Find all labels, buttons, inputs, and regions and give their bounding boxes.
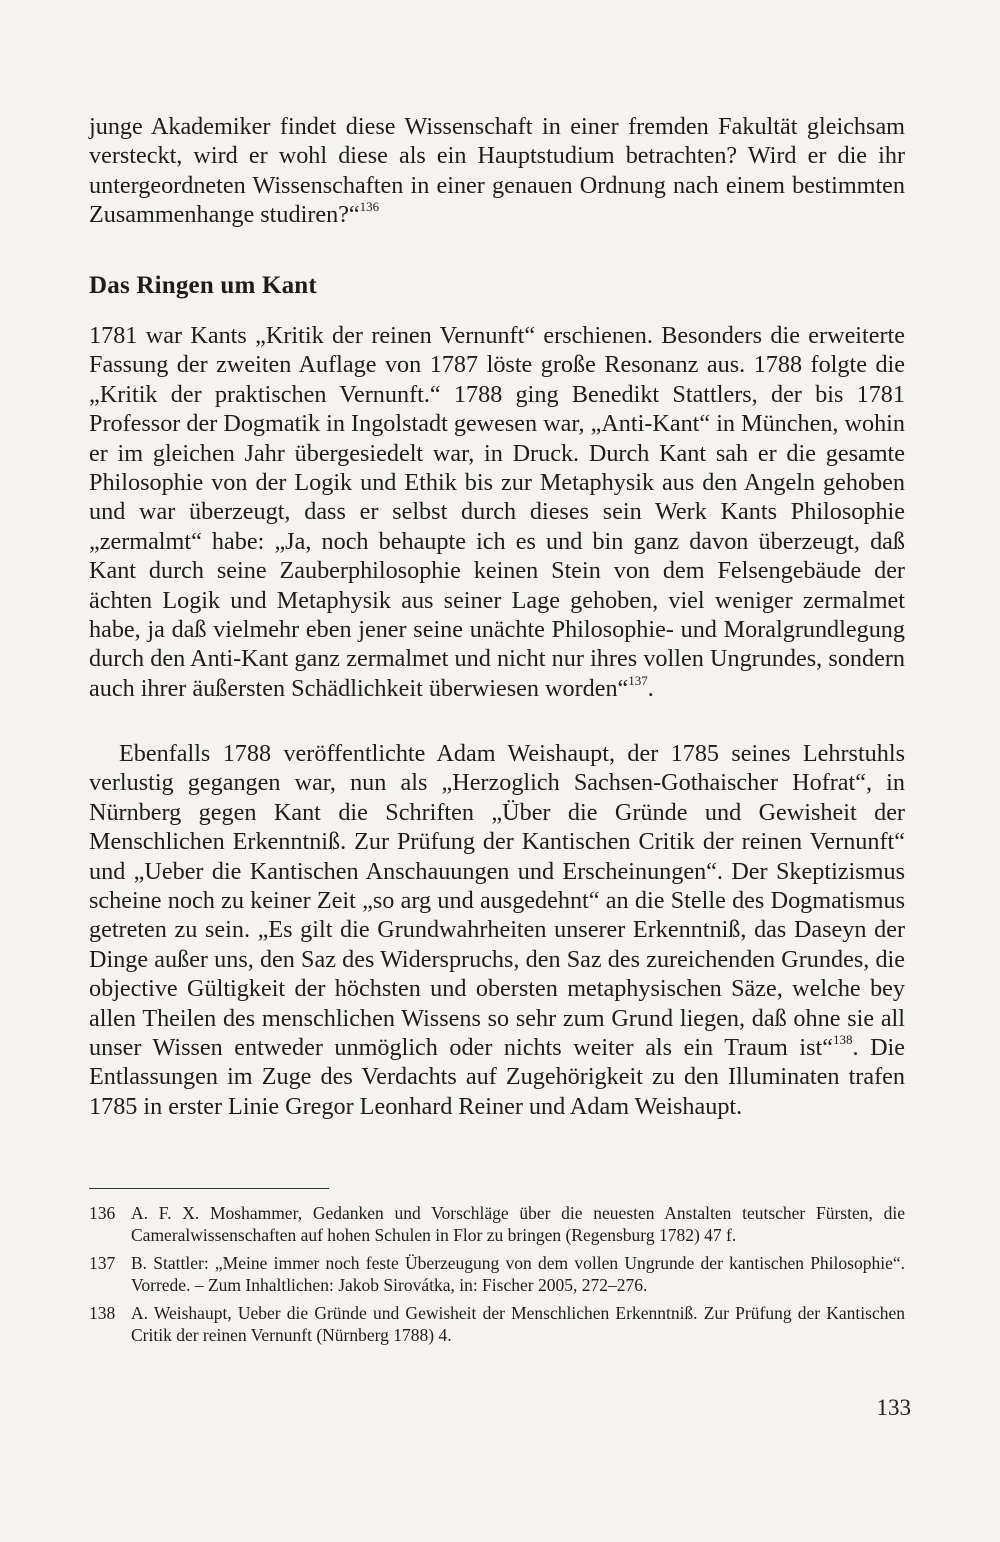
paragraph-text: Ebenfalls 1788 veröffentlichte Adam Weishaupt, der 1785 seines Lehrstuhls verlustig gegangen war, nun als „Herzoglich Sachsen-Gothaischer Hofrat“, in Nürnberg gegen Kant die Schriften „Über die Gründe und Gewisheit der Menschlichen Erkenntniß. Zur Prüfung der Kantischen Critik der reinen Vernunft“ und „Ueber die Kantischen Anschauungen und Erscheinungen“. Der Skeptizismus scheine noch zu keiner Zeit „so arg und ausgedehnt“ an die Stelle des Dogmatismus getreten zu sein. „Es gilt die Grundwahrheiten unserer Erkenntniß, das Daseyn der Dinge außer uns, den Saz des Widerspruchs, den Saz des zureichenden Grundes, die objective Gültigkeit der höchsten und obersten metaphysischen Säze, welche bey allen Theilen des menschlichen Wissens so sehr zum Grund liegen, daß ohne sie all unser Wissen entweder unmöglich oder nichts weiter als ein Traum ist“ [89, 740, 905, 1062]
footnote-number: 138 [89, 1303, 116, 1324]
footnote-ref-136: 136 [359, 199, 380, 215]
footnote-ref-138: 138 [832, 1032, 853, 1047]
footnote-number: 136 [89, 1203, 116, 1223]
footnote-text: A. Weishaupt, Ueber die Gründe und Gewisheit der Menschlichen Erkenntniß. Zur Prüfung der Kantischen Critik der reinen Vernunft (Nürnberg 1788) 4. [131, 1303, 905, 1345]
page-number: 133 [876, 1395, 911, 1420]
footnote [89, 1203, 905, 1246]
footnote [89, 1253, 905, 1296]
paragraph-kant [89, 321, 905, 703]
footnotes [89, 1203, 905, 1354]
paragraph-weishaupt [89, 739, 905, 1121]
section-heading: Das Ringen um Kant [89, 272, 317, 299]
paragraph-text: junge Akademiker findet diese Wissenschaft in einer fremden Fakultät gleichsam versteckt, wird er wohl diese als ein Hauptstudium betrachten? Wird er die ihr untergeordneten Wissenschaften in einer genauen Ordnung nach einem bestimmten Zusammenhange studiren?“ [89, 113, 905, 229]
footnote-text: B. Stattler: „Meine immer noch feste Überzeugung von dem vollen Ungrunde der kantischen Philosophie“. Vorrede. – Zum Inhaltlichen: Jakob Sirovátka, in: Fischer 2005, 272–276. [131, 1253, 905, 1295]
footnote-text: A. F. X. Moshammer, Gedanken und Vorschläge über die neuesten Anstalten teutscher Fürsten, die Cameralwissenschaften auf hohen Schulen in Flor zu bringen (Regensburg 1782) 47 f. [131, 1203, 905, 1245]
footnote-divider [89, 1188, 329, 1189]
footnote-ref-137: 137 [628, 672, 648, 688]
footnote [89, 1303, 905, 1346]
paragraph-intro [89, 112, 905, 230]
paragraph-tail: . [647, 674, 654, 702]
paragraph-text: 1781 war Kants „Kritik der reinen Vernunft“ erschienen. Besonders die erweiterte Fassung der zweiten Auflage von 1787 löste große Resonanz aus. 1788 folgte die „Kritik der praktischen Vernunft.“ 1788 ging Benedikt Stattlers, der bis 1781 Professor der Dogmatik in Ingolstadt gewesen war, „Anti-Kant“ in München, wohin er im gleichen Jahr übergesiedelt war, in Druck. Durch Kant sah er die gesamte Philosophie von der Logik und Ethik bis zur Metaphysik aus den Angeln gehoben und war überzeugt, dass er selbst durch dieses sein Werk Kants Philosophie „zermalmt“ habe: „Ja, noch behaupte ich es und bin ganz davon überzeugt, daß Kant durch seine Zauberphilosophie keinen Stein von dem Felsengebäude der ächten Logik und Metaphysik aus seiner Lage gehoben, viel weniger zermalmet habe, ja daß vielmehr eben jener seine unächte Philosophie- und Moralgrundlegung durch den Anti-Kant ganz zermalmet und nicht nur ihres vollen Ungrundes, sondern auch ihrer äußersten Schädlichkeit überwiesen worden“ [89, 322, 905, 702]
paragraph-text-continued: . Die Entlassungen im Zuge des Verdachts auf Zugehörigkeit zu den Illuminaten trafen 1785 in erster Linie Gregor Leonhard Reiner und Adam Weishaupt. [89, 1034, 905, 1120]
footnote-number: 137 [89, 1253, 116, 1274]
